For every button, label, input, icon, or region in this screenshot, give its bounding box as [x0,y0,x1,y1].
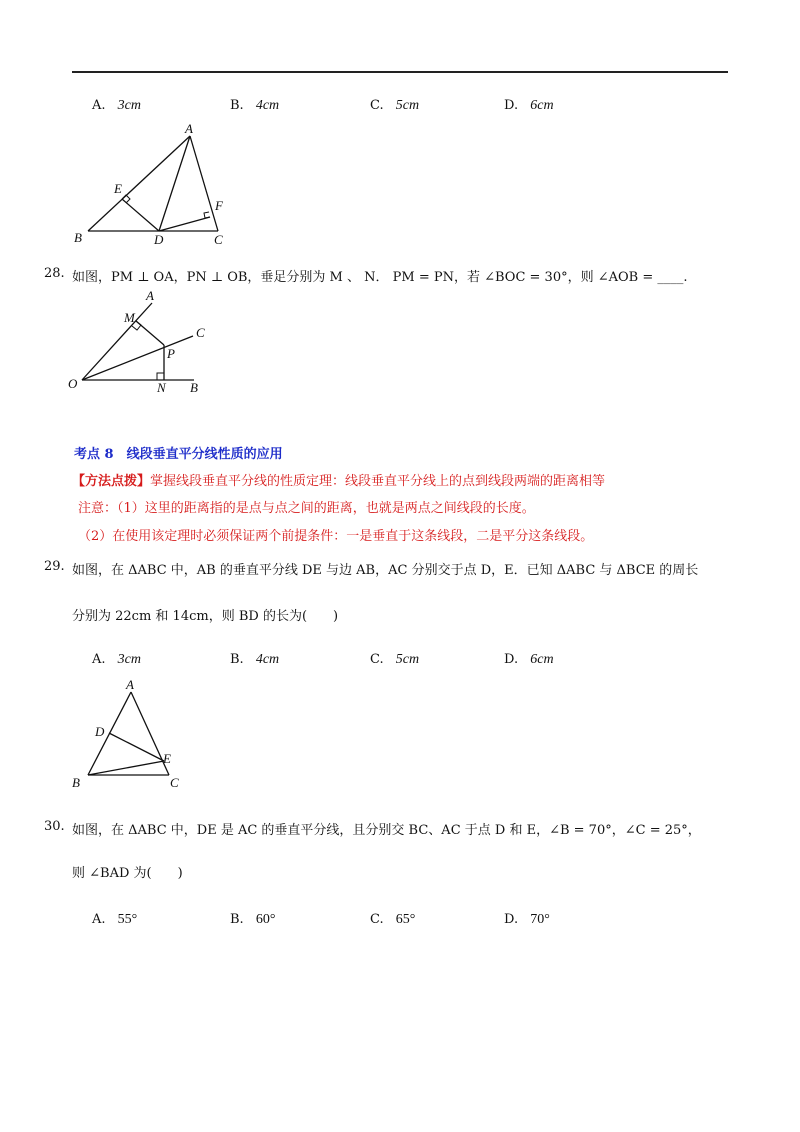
option-value: 60° [255,912,276,927]
method-text: 掌握线段垂直平分线的性质定理：线段垂直平分线上的点到线段两端的距离相等 [150,474,606,489]
option-letter: C. [370,98,384,113]
label-m: M [124,310,135,325]
label-a: A [126,677,134,692]
option-letter: A. [92,652,106,667]
option-value: 6cm [530,652,554,667]
q29-option-c [370,652,419,668]
label-f: F [215,198,223,213]
option-value: 4cm [255,98,280,113]
option-value: 65° [395,912,416,927]
q27-option-c [370,98,419,114]
q27-option-d [504,98,554,114]
label-a: A [146,288,154,303]
option-value: 5cm [395,98,420,113]
option-letter: C. [370,652,384,667]
label-a: A [185,121,193,136]
q30-text-line2: 则 ∠BAD 为( ) [72,866,183,881]
option-letter: A. [92,912,106,927]
q27-option-a [92,98,141,114]
method-tag: 【方法点拨】 [72,474,151,489]
label-c: C [196,325,205,340]
q30-option-d [504,912,550,928]
option-letter: C. [370,912,384,927]
option-letter: B. [230,652,244,667]
option-value: 4cm [255,652,280,667]
q27-option-b [230,98,279,114]
q28-number: 28. [44,266,65,281]
label-o: O [68,376,78,391]
label-c: C [170,775,179,790]
option-letter: A. [92,98,106,113]
q30-number: 30. [44,819,65,834]
note-1: 注意：（1）这里的距离指的是点与点之间的距离，也就是两点之间线段的长度。 [78,501,535,516]
header-rule [72,71,728,73]
label-c: C [214,232,223,247]
option-letter: B. [230,912,244,927]
q29-text-line2: 分别为 22cm 和 14cm，则 BD 的长为( ) [72,609,339,624]
option-value: 6cm [530,98,554,113]
section-title: 考点 8 线段垂直平分线性质的应用 [74,447,283,462]
q30-option-a [92,912,137,928]
q27-triangle-figure [70,120,240,250]
q30-text-line1: 如图，在 ΔABC 中，DE 是 AC 的垂直平分线，且分别交 BC、AC 于点 D 和 E，∠B = 70°，∠C = 25°， [72,823,701,838]
q30-option-b [230,912,275,928]
option-letter: D. [504,652,519,667]
label-b: B [72,775,80,790]
label-d: D [95,724,105,739]
q29-option-a [92,652,141,668]
q29-option-b [230,652,279,668]
option-letter: B. [230,98,244,113]
option-value: 3cm [117,98,141,113]
method-line [72,470,605,489]
label-b: B [190,380,198,395]
option-value: 55° [117,912,138,927]
q28-angle-figure [66,285,216,400]
label-e: E [163,751,171,766]
q29-text-line1: 如图，在 ΔABC 中，AB 的垂直平分线 DE 与边 AB，AC 分别交于点 D，E．已知 ΔABC 与 ΔBCE 的周长 [72,563,699,578]
q28-text: 如图，PM ⊥ OA，PN ⊥ OB，垂足分别为 M 、 N． PM = PN，若 ∠BOC = 30°，则 ∠AOB = ____. [72,270,688,285]
q29-triangle-figure [68,675,193,795]
label-e: E [114,181,122,196]
label-p: P [167,346,175,361]
option-value: 3cm [117,652,141,667]
note-2: （2）在使用该定理时必须保证两个前提条件：一是垂直于这条线段，二是平分这条线段。 [78,529,594,544]
option-letter: D. [504,912,519,927]
label-n: N [157,380,166,395]
option-value: 5cm [395,652,420,667]
q29-number: 29. [44,559,65,574]
q30-option-c [370,912,415,928]
label-d: D [154,232,164,247]
q29-option-d [504,652,554,668]
label-b: B [74,230,82,245]
option-letter: D. [504,98,519,113]
option-value: 70° [530,912,550,927]
